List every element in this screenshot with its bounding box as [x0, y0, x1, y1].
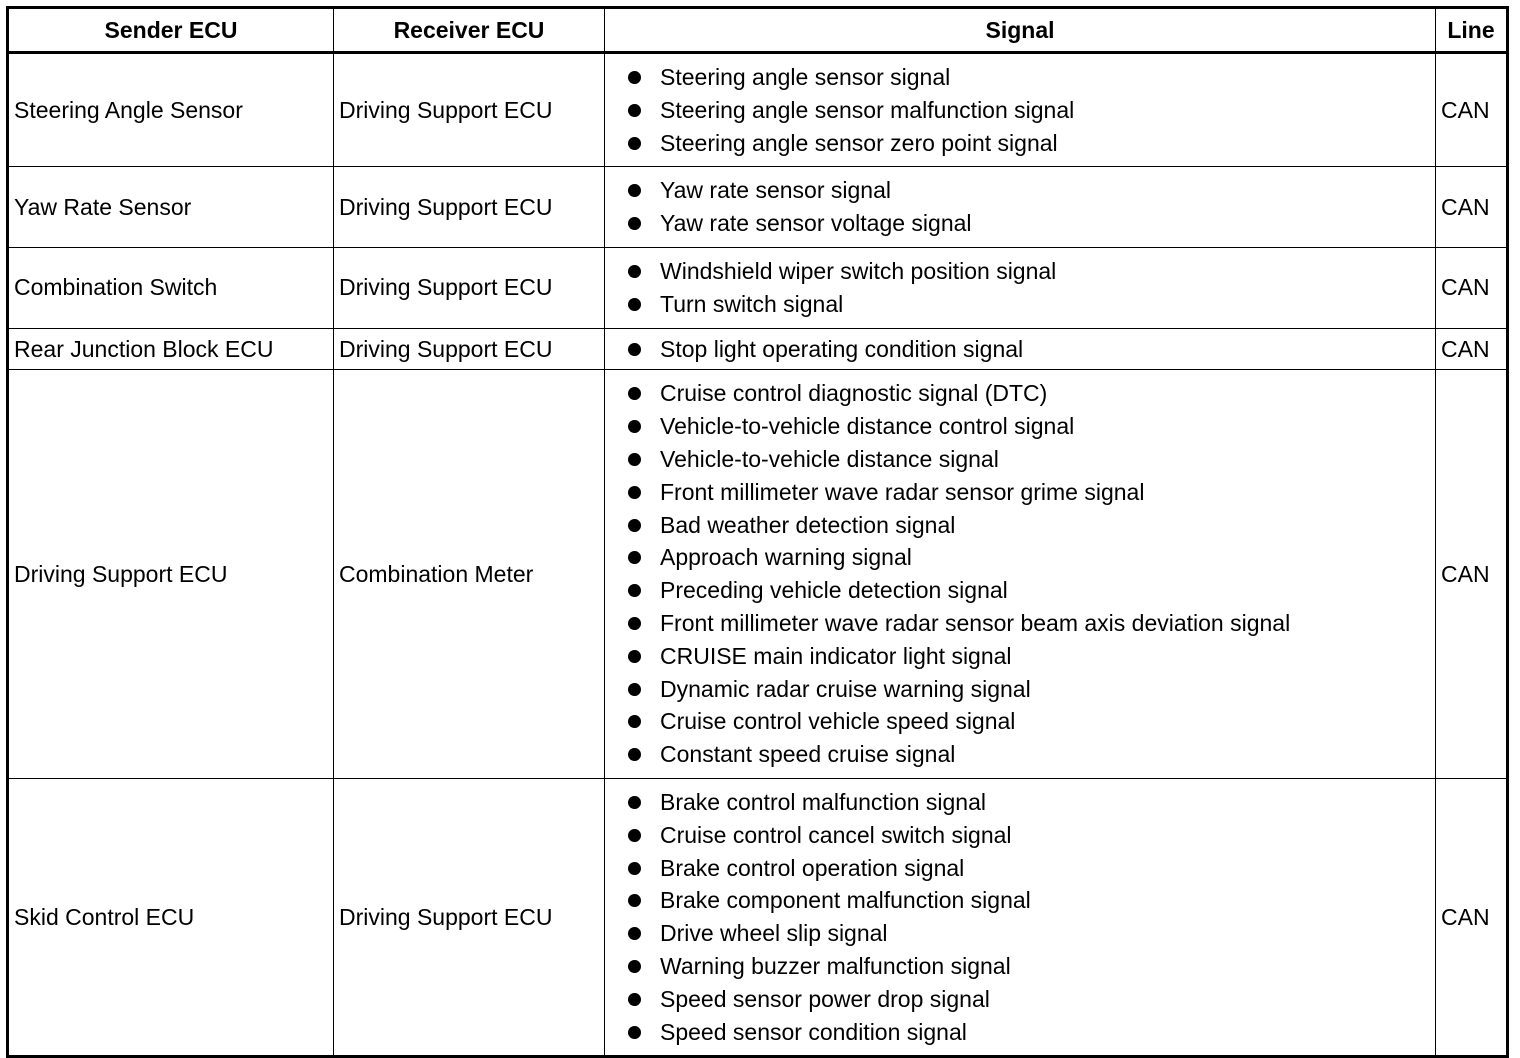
line-cell: CAN: [1436, 167, 1508, 248]
signal-label: Steering angle sensor signal: [660, 64, 951, 90]
signal-label: Brake control operation signal: [660, 854, 965, 881]
bullet-icon: [628, 894, 641, 907]
bullet-icon: [628, 387, 641, 400]
bullet-icon: [628, 137, 641, 150]
line-cell: CAN: [1436, 247, 1508, 328]
signal-label: Constant speed cruise signal: [660, 741, 956, 768]
signal-label: Yaw rate sensor voltage signal: [660, 210, 972, 237]
header-receiver-ecu: Receiver ECU: [334, 8, 605, 53]
signal-cell: [605, 370, 1436, 779]
signal-label: Front millimeter wave radar sensor beam axis deviation signal: [660, 609, 1291, 636]
bullet-icon: [628, 551, 641, 564]
sender-ecu-cell: Skid Control ECU: [8, 778, 334, 1056]
signal-list-item: [605, 673, 1435, 706]
signal-label: Brake control malfunction signal: [660, 788, 986, 815]
bullet-icon: [628, 584, 641, 597]
signal-list-item: [605, 207, 1435, 240]
signal-cell: [605, 778, 1436, 1056]
table-row: [8, 247, 1508, 328]
bullet-icon: [628, 104, 641, 117]
signal-list-item: [605, 333, 1435, 366]
signal-list-item: [605, 127, 1435, 160]
signal-list-item: [605, 509, 1435, 542]
line-cell: CAN: [1436, 778, 1508, 1056]
signal-label: Speed sensor condition signal: [660, 1018, 967, 1045]
signal-label: Vehicle-to-vehicle distance signal: [660, 445, 999, 472]
signal-label: Preceding vehicle detection signal: [660, 577, 1008, 604]
bullet-icon: [628, 683, 641, 696]
signal-list-item: [605, 410, 1435, 443]
table-row: [8, 328, 1508, 370]
signal-list-item: [605, 377, 1435, 410]
signal-list-item: [605, 1016, 1435, 1049]
bullet-icon: [628, 1026, 641, 1039]
communication-signal-table: [6, 6, 1509, 1058]
signal-cell: [605, 247, 1436, 328]
bullet-icon: [628, 184, 641, 197]
bullet-icon: [628, 796, 641, 809]
signal-list-item: [605, 476, 1435, 509]
signal-list-item: [605, 917, 1435, 950]
signal-list: [605, 377, 1435, 771]
header-row: [8, 8, 1508, 53]
signal-list-item: [605, 738, 1435, 771]
signal-label: Warning buzzer malfunction signal: [660, 952, 1011, 979]
signal-label: Steering angle sensor malfunction signal: [660, 96, 1075, 123]
signal-list: [605, 255, 1435, 321]
signal-list-item: [605, 255, 1435, 288]
signal-list-item: [605, 705, 1435, 738]
signal-list: [605, 786, 1435, 1048]
signal-cell: [605, 328, 1436, 370]
bullet-icon: [628, 993, 641, 1006]
signal-label: Dynamic radar cruise warning signal: [660, 675, 1031, 702]
signal-list-item: [605, 94, 1435, 127]
signal-label: Drive wheel slip signal: [660, 920, 888, 947]
sender-ecu-cell: Rear Junction Block ECU: [8, 328, 334, 370]
signal-label: Approach warning signal: [660, 544, 912, 571]
bullet-icon: [628, 862, 641, 875]
bullet-icon: [628, 453, 641, 466]
signal-list-item: [605, 288, 1435, 321]
signal-label: Front millimeter wave radar sensor grime signal: [660, 478, 1145, 505]
signal-label: Windshield wiper switch position signal: [660, 257, 1057, 284]
signal-label: Turn switch signal: [660, 290, 844, 317]
bullet-icon: [628, 343, 641, 356]
signal-label: CRUISE main indicator light signal: [660, 642, 1012, 669]
header-signal: Signal: [605, 8, 1436, 53]
line-cell: CAN: [1436, 370, 1508, 779]
signal-list-item: [605, 852, 1435, 885]
bullet-icon: [628, 960, 641, 973]
signal-list-item: [605, 61, 1435, 94]
bullet-icon: [628, 927, 641, 940]
signal-list: [605, 333, 1435, 366]
signal-label: Vehicle-to-vehicle distance control signal: [660, 413, 1075, 440]
signal-label: Brake component malfunction signal: [660, 887, 1031, 914]
bullet-icon: [628, 748, 641, 761]
header-line: Line: [1436, 8, 1508, 53]
bullet-icon: [628, 617, 641, 630]
table-row: [8, 53, 1508, 167]
signal-label: Speed sensor power drop signal: [660, 985, 990, 1012]
signal-list-item: [605, 819, 1435, 852]
line-cell: CAN: [1436, 53, 1508, 167]
signal-list-item: [605, 640, 1435, 673]
signal-list-item: [605, 950, 1435, 983]
signal-list-item: [605, 607, 1435, 640]
receiver-ecu-cell: Driving Support ECU: [334, 167, 605, 248]
receiver-ecu-cell: Driving Support ECU: [334, 778, 605, 1056]
signal-list: [605, 61, 1435, 159]
signal-list: [605, 174, 1435, 240]
signal-list-item: [605, 443, 1435, 476]
receiver-ecu-cell: Driving Support ECU: [334, 328, 605, 370]
sender-ecu-cell: Driving Support ECU: [8, 370, 334, 779]
signal-label: Yaw rate sensor signal: [660, 177, 891, 204]
signal-label: Stop light operating condition signal: [660, 335, 1024, 362]
table-row: [8, 167, 1508, 248]
table-row: [8, 778, 1508, 1056]
line-cell: CAN: [1436, 328, 1508, 370]
bullet-icon: [628, 519, 641, 532]
bullet-icon: [628, 650, 641, 663]
table-body: [8, 53, 1508, 1057]
receiver-ecu-cell: Combination Meter: [334, 370, 605, 779]
signal-list-item: [605, 541, 1435, 574]
signal-label: Steering angle sensor zero point signal: [660, 129, 1058, 156]
signal-label: Cruise control cancel switch signal: [660, 821, 1012, 848]
signal-cell: [605, 53, 1436, 167]
signal-list-item: [605, 174, 1435, 207]
bullet-icon: [628, 265, 641, 278]
bullet-icon: [628, 486, 641, 499]
sender-ecu-cell: Combination Switch: [8, 247, 334, 328]
signal-list-item: [605, 574, 1435, 607]
receiver-ecu-cell: Driving Support ECU: [334, 53, 605, 167]
signal-list-item: [605, 884, 1435, 917]
signal-cell: [605, 167, 1436, 248]
bullet-icon: [628, 298, 641, 311]
sender-ecu-cell: Yaw Rate Sensor: [8, 167, 334, 248]
bullet-icon: [628, 420, 641, 433]
bullet-icon: [628, 217, 641, 230]
bullet-icon: [628, 829, 641, 842]
bullet-icon: [628, 71, 641, 84]
sender-ecu-cell: Steering Angle Sensor: [8, 53, 334, 167]
signal-label: Bad weather detection signal: [660, 511, 956, 538]
table-row: [8, 370, 1508, 779]
signal-label: Cruise control vehicle speed signal: [660, 708, 1016, 735]
bullet-icon: [628, 715, 641, 728]
table-header: [8, 8, 1508, 53]
signal-list-item: [605, 983, 1435, 1016]
header-sender-ecu: Sender ECU: [8, 8, 334, 53]
receiver-ecu-cell: Driving Support ECU: [334, 247, 605, 328]
signal-label: Cruise control diagnostic signal (DTC): [660, 380, 1048, 407]
signal-list-item: [605, 786, 1435, 819]
